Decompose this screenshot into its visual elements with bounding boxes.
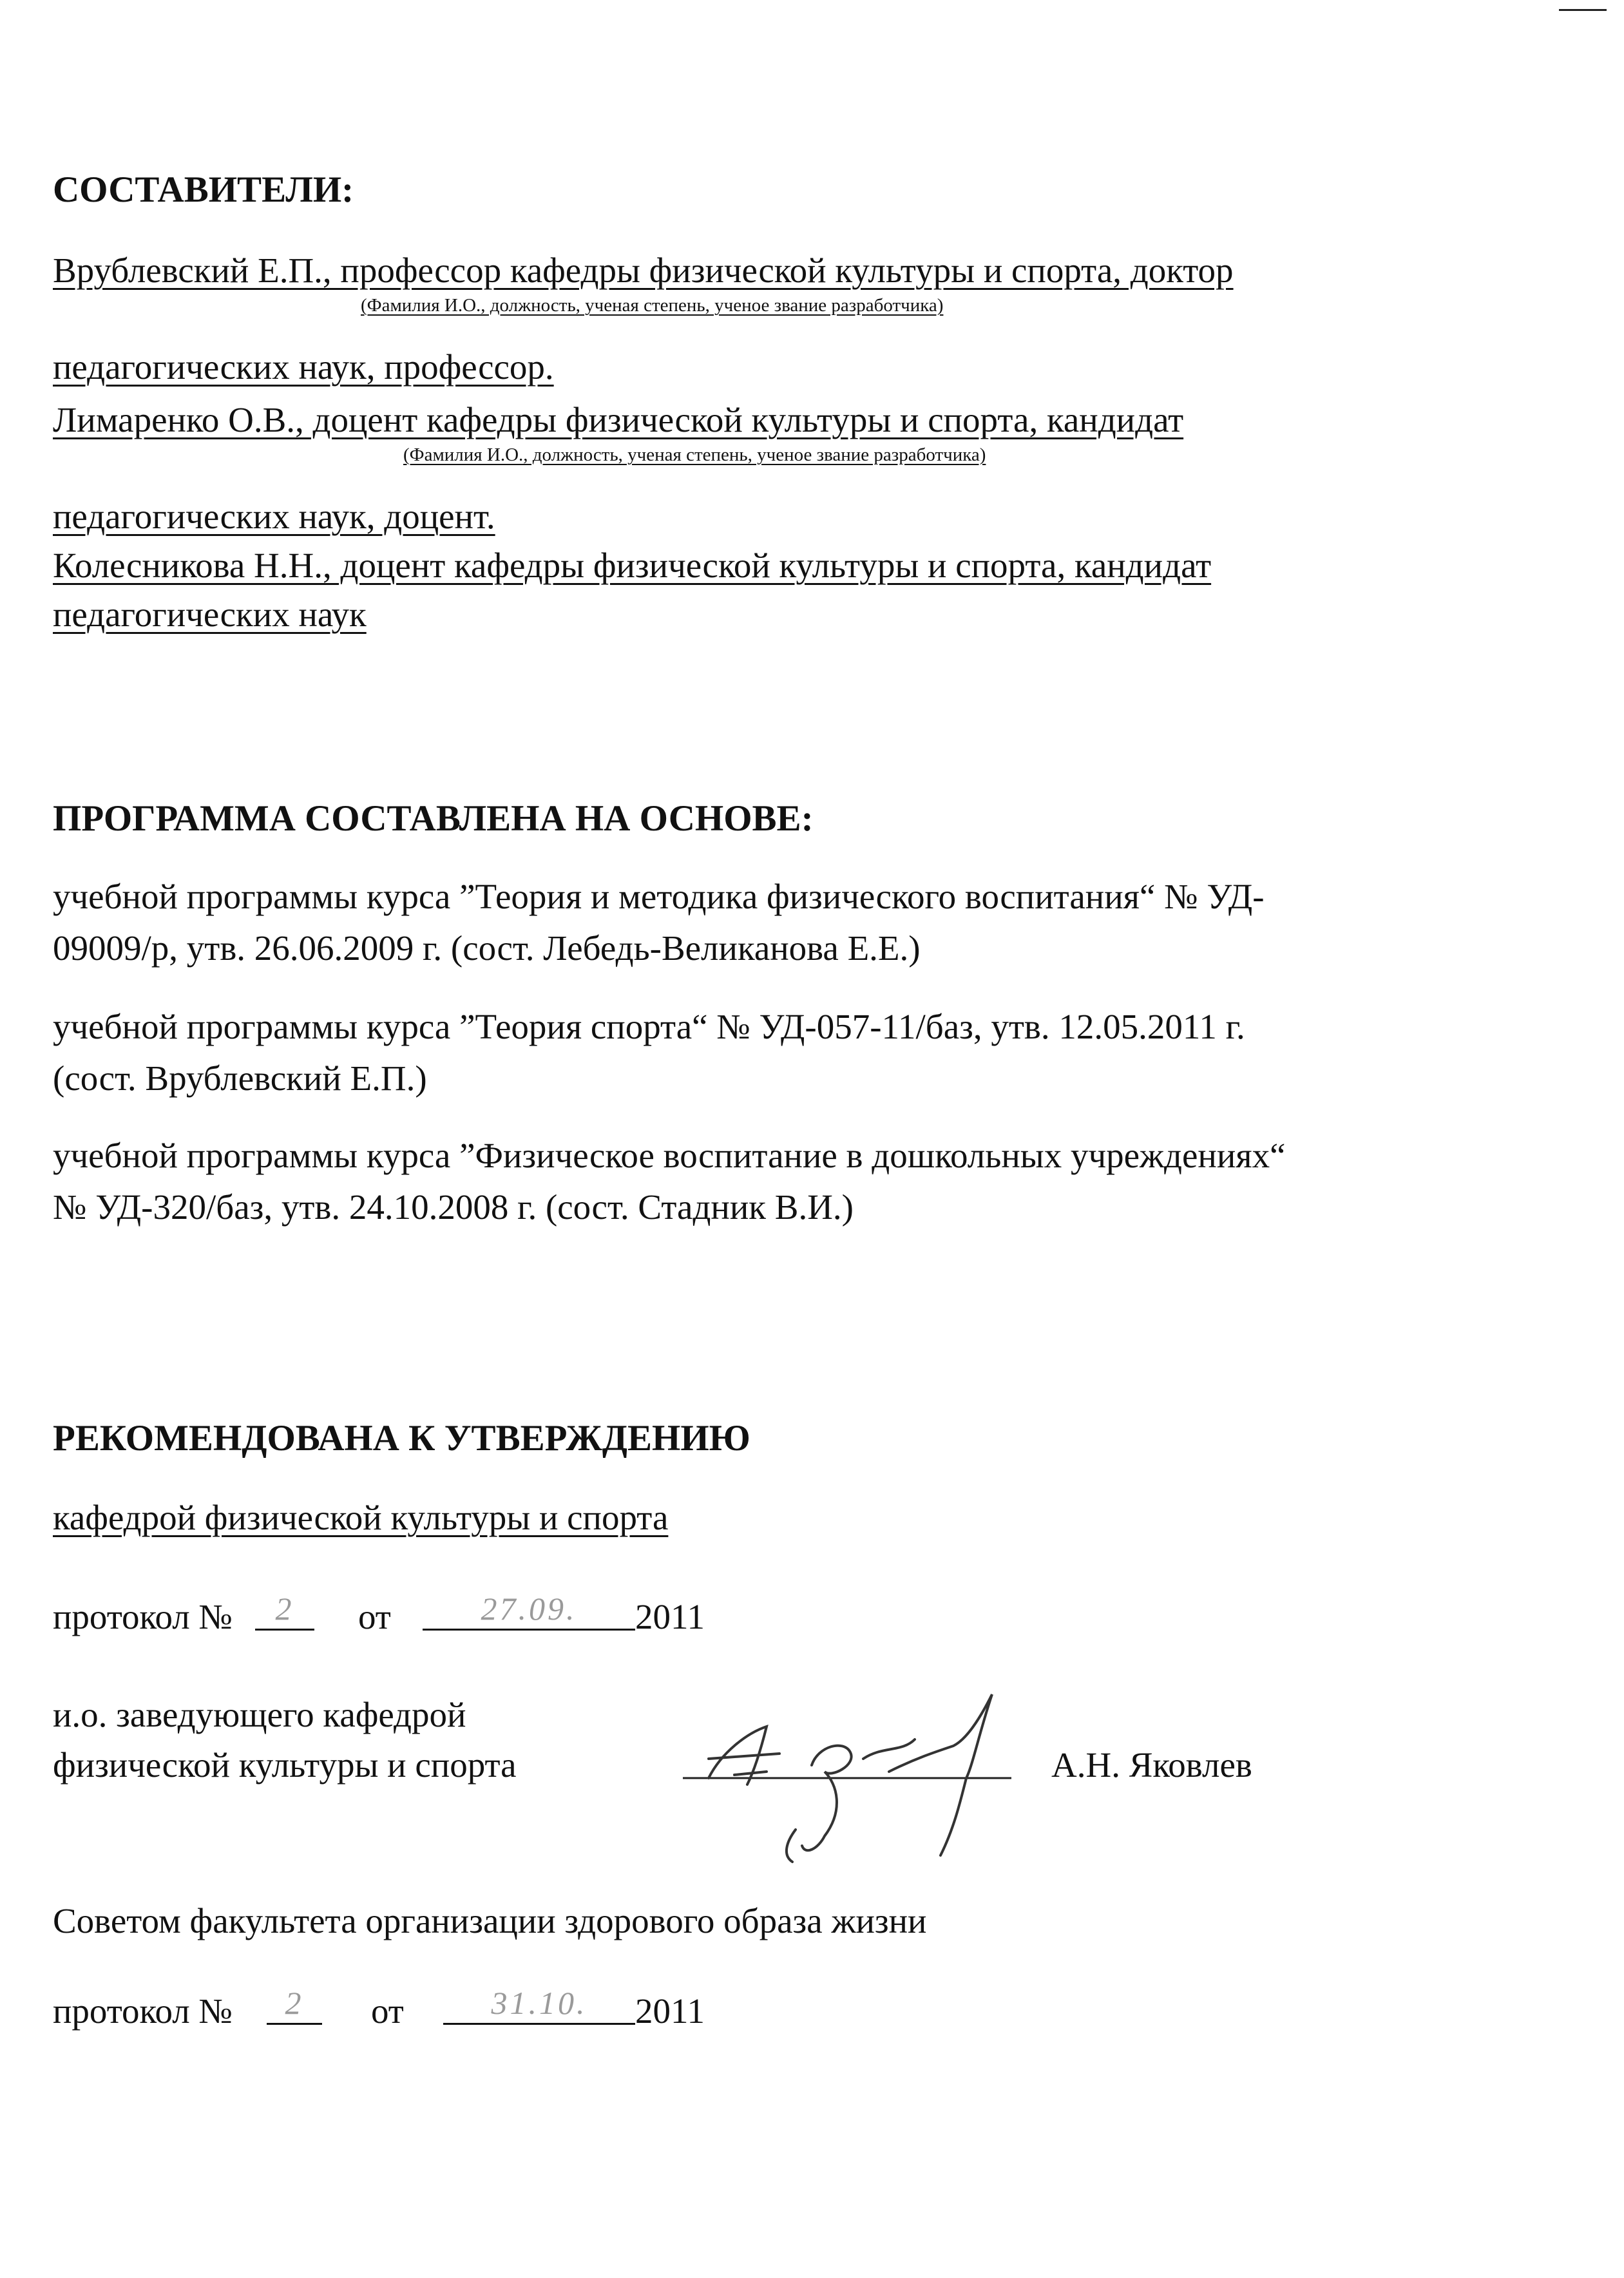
basis-item-2-line2: (сост. Врублевский Е.П.) xyxy=(53,1058,427,1098)
protocol-2-number-field xyxy=(267,1985,322,2025)
recommended-heading: РЕКОМЕНДОВАНА К УТВЕРЖДЕНИЮ xyxy=(53,1418,750,1459)
basis-item-3-line2: № УД-320/баз, утв. 24.10.2008 г. (сост. Стадник В.И.) xyxy=(53,1187,854,1227)
head-title-line2: физической культуры и спорта xyxy=(53,1745,517,1785)
department-name: кафедрой физической культуры и спорта xyxy=(53,1498,669,1537)
protocol-1-label: протокол № xyxy=(53,1597,233,1636)
compiler-1-line2: педагогических наук, профессор. xyxy=(53,347,554,387)
protocol-1-number-field xyxy=(255,1591,314,1631)
compilers-heading: СОСТАВИТЕЛИ: xyxy=(53,169,354,210)
protocol-2-number-blank xyxy=(267,1985,322,2033)
head-title-line1: и.о. заведующего кафедрой xyxy=(53,1695,466,1734)
compiler-2-line2: педагогических наук, доцент. xyxy=(53,497,495,536)
compiler-2-caption: (Фамилия И.О., должность, ученая степень, ученое звание разработчика) xyxy=(403,445,986,465)
compiler-1-line1: Врублевский Е.П., профессор кафедры физической культуры и спорта, доктор xyxy=(53,251,1234,290)
corner-mark xyxy=(1559,9,1607,11)
protocol-1-year: 2011 xyxy=(635,1597,705,1636)
basis-heading: ПРОГРАММА СОСТАВЛЕНА НА ОСНОВЕ: xyxy=(53,798,814,839)
basis-item-2-line1: учебной программы курса ”Теория спорта“ № УД-057-11/баз, утв. 12.05.2011 г. xyxy=(53,1007,1245,1046)
protocol-2-date-blank xyxy=(443,1985,635,2033)
basis-item-1-line2: 09009/р, утв. 26.06.2009 г. (сост. Лебедь-Великанова Е.Е.) xyxy=(53,928,921,968)
protocol-2-label: протокол № xyxy=(53,1991,233,2031)
compiler-3-line1: Колесникова Н.Н., доцент кафедры физической культуры и спорта, кандидат xyxy=(53,546,1212,585)
faculty-council: Советом факультета организации здорового образа жизни xyxy=(53,1901,927,1940)
head-signature xyxy=(670,1681,1031,1875)
protocol-1-number-blank xyxy=(255,1591,314,1639)
compiler-3-line2: педагогических наук xyxy=(53,595,367,634)
protocol-2-date-field xyxy=(443,1985,635,2025)
protocol-1-date: 27.09. xyxy=(481,1591,577,1627)
basis-item-3-line1: учебной программы курса ”Физическое воспитание в дошкольных учреждениях“ xyxy=(53,1136,1286,1175)
protocol-1-date-field xyxy=(423,1591,635,1631)
basis-item-1-line1: учебной программы курса ”Теория и методика физического воспитания“ № УД- xyxy=(53,877,1265,916)
compiler-1-caption: (Фамилия И.О., должность, ученая степень, ученое звание разработчика) xyxy=(361,295,944,316)
protocol-2-year: 2011 xyxy=(635,1991,705,2031)
protocol-2-from: от xyxy=(371,1991,404,2031)
protocol-2-date: 31.10. xyxy=(491,1985,588,2021)
head-name: А.Н. Яковлев xyxy=(1051,1745,1252,1785)
compiler-2-line1: Лимаренко О.В., доцент кафедры физической культуры и спорта, кандидат xyxy=(53,400,1184,439)
protocol-1-number: 2 xyxy=(275,1591,294,1627)
protocol-2-number: 2 xyxy=(285,1985,304,2021)
protocol-1-from: от xyxy=(358,1597,391,1636)
protocol-1-date-blank xyxy=(423,1591,635,1639)
